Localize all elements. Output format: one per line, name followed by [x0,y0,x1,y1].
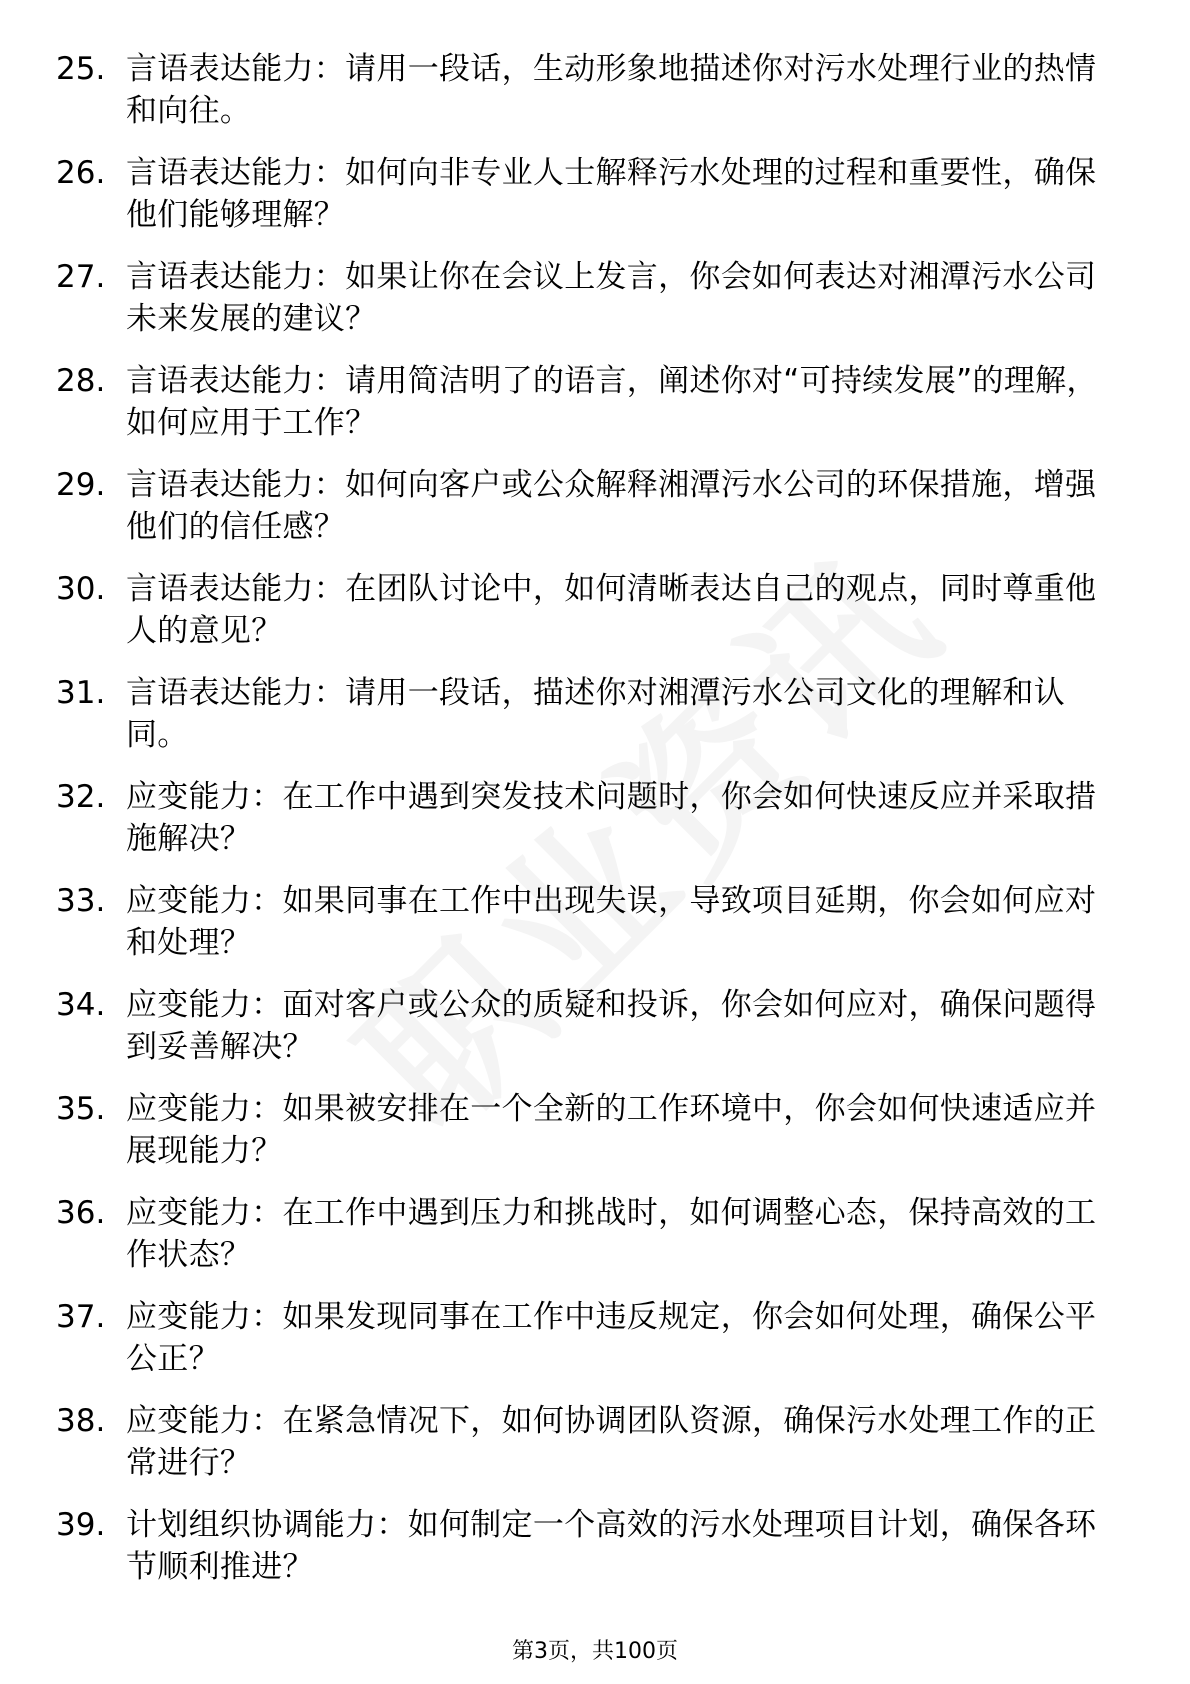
question-text: 应变能力：如果同事在工作中出现失误，导致项目延期，你会如何应对和处理？ [126,883,1097,961]
question-item [0,464,1190,568]
question-number: 25. [56,51,106,87]
question-text: 言语表达能力：请用简洁明了的语言，阐述你对“可持续发展”的理解，如何应用于工作？ [126,363,1098,441]
question-item [0,360,1190,464]
question-text: 计划组织协调能力：如何制定一个高效的污水处理项目计划，确保各环节顺利推进？ [126,1507,1097,1585]
question-item [0,152,1190,256]
question-text: 应变能力：在工作中遇到突发技术问题时，你会如何快速反应并采取措施解决？ [126,779,1097,857]
question-text: 言语表达能力：请用一段话，生动形象地描述你对污水处理行业的热情和向往。 [126,51,1097,129]
question-item [0,672,1190,776]
question-text: 应变能力：如果被安排在一个全新的工作环境中，你会如何快速适应并展现能力？ [126,1091,1097,1169]
question-number: 27. [56,259,106,295]
question-number: 33. [56,883,106,919]
question-number: 32. [56,779,106,815]
question-number: 26. [56,155,106,191]
question-number: 34. [56,987,106,1023]
question-number: 35. [56,1091,106,1127]
question-item [0,1088,1190,1192]
question-item [0,256,1190,360]
question-text: 言语表达能力：请用一段话，描述你对湘潭污水公司文化的理解和认同。 [126,675,1065,753]
question-text: 应变能力：在紧急情况下，如何协调团队资源，确保污水处理工作的正常进行？ [126,1403,1097,1481]
question-item [0,1296,1190,1400]
question-item [0,984,1190,1088]
question-number: 28. [56,363,106,399]
question-number: 37. [56,1299,106,1335]
question-item [0,776,1190,880]
question-number: 36. [56,1195,106,1231]
question-number: 39. [56,1507,106,1543]
page-footer: 第3页，共100页 [512,1639,678,1664]
question-text: 应变能力：如果发现同事在工作中违反规定，你会如何处理，确保公平公正？ [126,1299,1097,1377]
question-number: 29. [56,467,106,503]
question-text: 言语表达能力：如何向非专业人士解释污水处理的过程和重要性，确保他们能够理解？ [126,155,1097,233]
question-item [0,880,1190,984]
question-item [0,1400,1190,1504]
question-text: 言语表达能力：如何向客户或公众解释湘潭污水公司的环保措施，增强他们的信任感？ [126,467,1097,545]
question-number: 38. [56,1403,106,1439]
question-text: 应变能力：面对客户或公众的质疑和投诉，你会如何应对，确保问题得到妥善解决？ [126,987,1097,1065]
question-item [0,568,1190,672]
question-list [0,48,1190,1608]
question-item [0,1192,1190,1296]
question-item [0,48,1190,152]
question-text: 应变能力：在工作中遇到压力和挑战时，如何调整心态，保持高效的工作状态？ [126,1195,1097,1273]
question-text: 言语表达能力：如果让你在会议上发言，你会如何表达对湘潭污水公司未来发展的建议？ [126,259,1097,337]
question-number: 31. [56,675,106,711]
question-text: 言语表达能力：在团队讨论中，如何清晰表达自己的观点，同时尊重他人的意见？ [126,571,1097,649]
question-item [0,1504,1190,1608]
question-number: 30. [56,571,106,607]
